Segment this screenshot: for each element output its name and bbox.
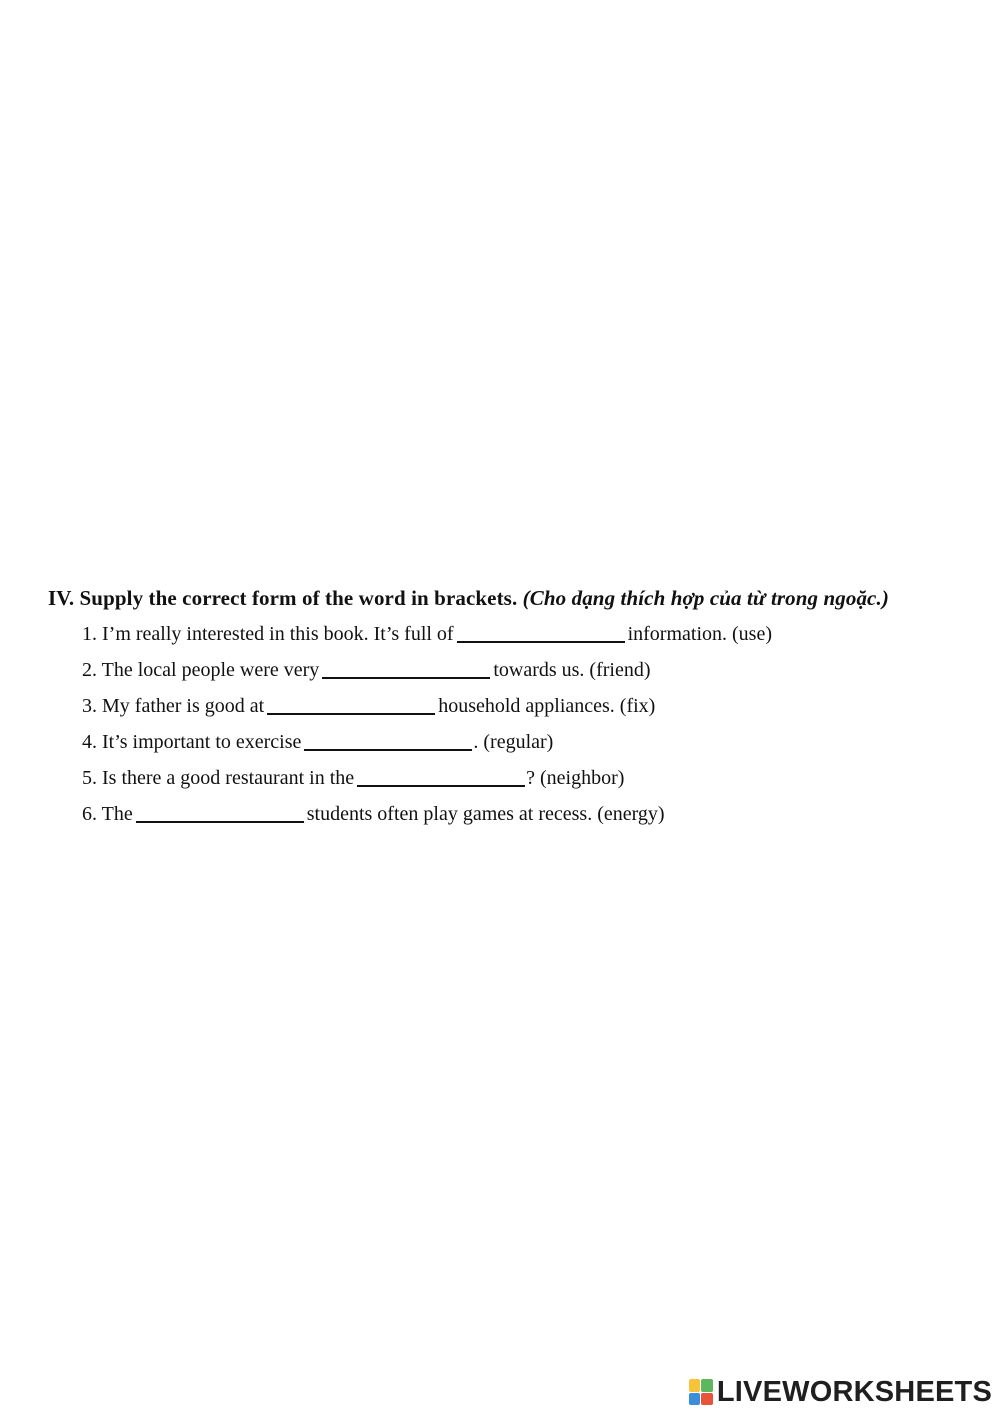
answer-blank-1[interactable] <box>457 621 625 643</box>
question-item <box>82 729 553 754</box>
exercise-heading <box>48 586 889 611</box>
question-text-before: 2. The local people were very <box>82 659 320 681</box>
question-text-after: . (regular) <box>473 731 554 753</box>
heading-translation: (Cho dạng thích hợp của từ trong ngoặc.) <box>522 586 889 610</box>
question-text-before: 3. My father is good at <box>82 695 265 717</box>
question-item <box>82 801 665 826</box>
question-text-after: ? (neighbor) <box>526 767 625 789</box>
question-item <box>82 693 655 718</box>
answer-blank-6[interactable] <box>136 801 304 823</box>
question-item <box>82 765 624 790</box>
logo-tile-blue <box>689 1393 701 1406</box>
question-text-before: 1. I’m really interested in this book. It’s full of <box>82 623 454 645</box>
heading-instruction: IV. Supply the correct form of the word in brackets. <box>48 586 518 610</box>
question-text-after: students often play games at recess. (energy) <box>306 803 665 825</box>
brand-name: LIVEWORKSHEETS <box>716 1376 992 1408</box>
liveworksheets-brand[interactable] <box>689 1376 992 1408</box>
question-text-before: 6. The <box>82 803 133 825</box>
question-item <box>82 621 772 646</box>
question-item <box>82 657 651 682</box>
question-text-before: 5. Is there a good restaurant in the <box>82 767 355 789</box>
logo-tile-red <box>701 1393 713 1406</box>
liveworksheets-logo-icon <box>689 1379 713 1405</box>
question-text-after: household appliances. (fix) <box>438 695 656 717</box>
answer-blank-2[interactable] <box>322 657 490 679</box>
answer-blank-3[interactable] <box>267 693 435 715</box>
question-text-before: 4. It’s important to exercise <box>82 731 302 753</box>
question-text-after: towards us. (friend) <box>493 659 651 681</box>
question-text-after: information. (use) <box>627 623 772 645</box>
logo-tile-yellow <box>689 1379 701 1392</box>
answer-blank-4[interactable] <box>304 729 472 751</box>
answer-blank-5[interactable] <box>357 765 525 787</box>
logo-tile-green <box>701 1379 713 1392</box>
